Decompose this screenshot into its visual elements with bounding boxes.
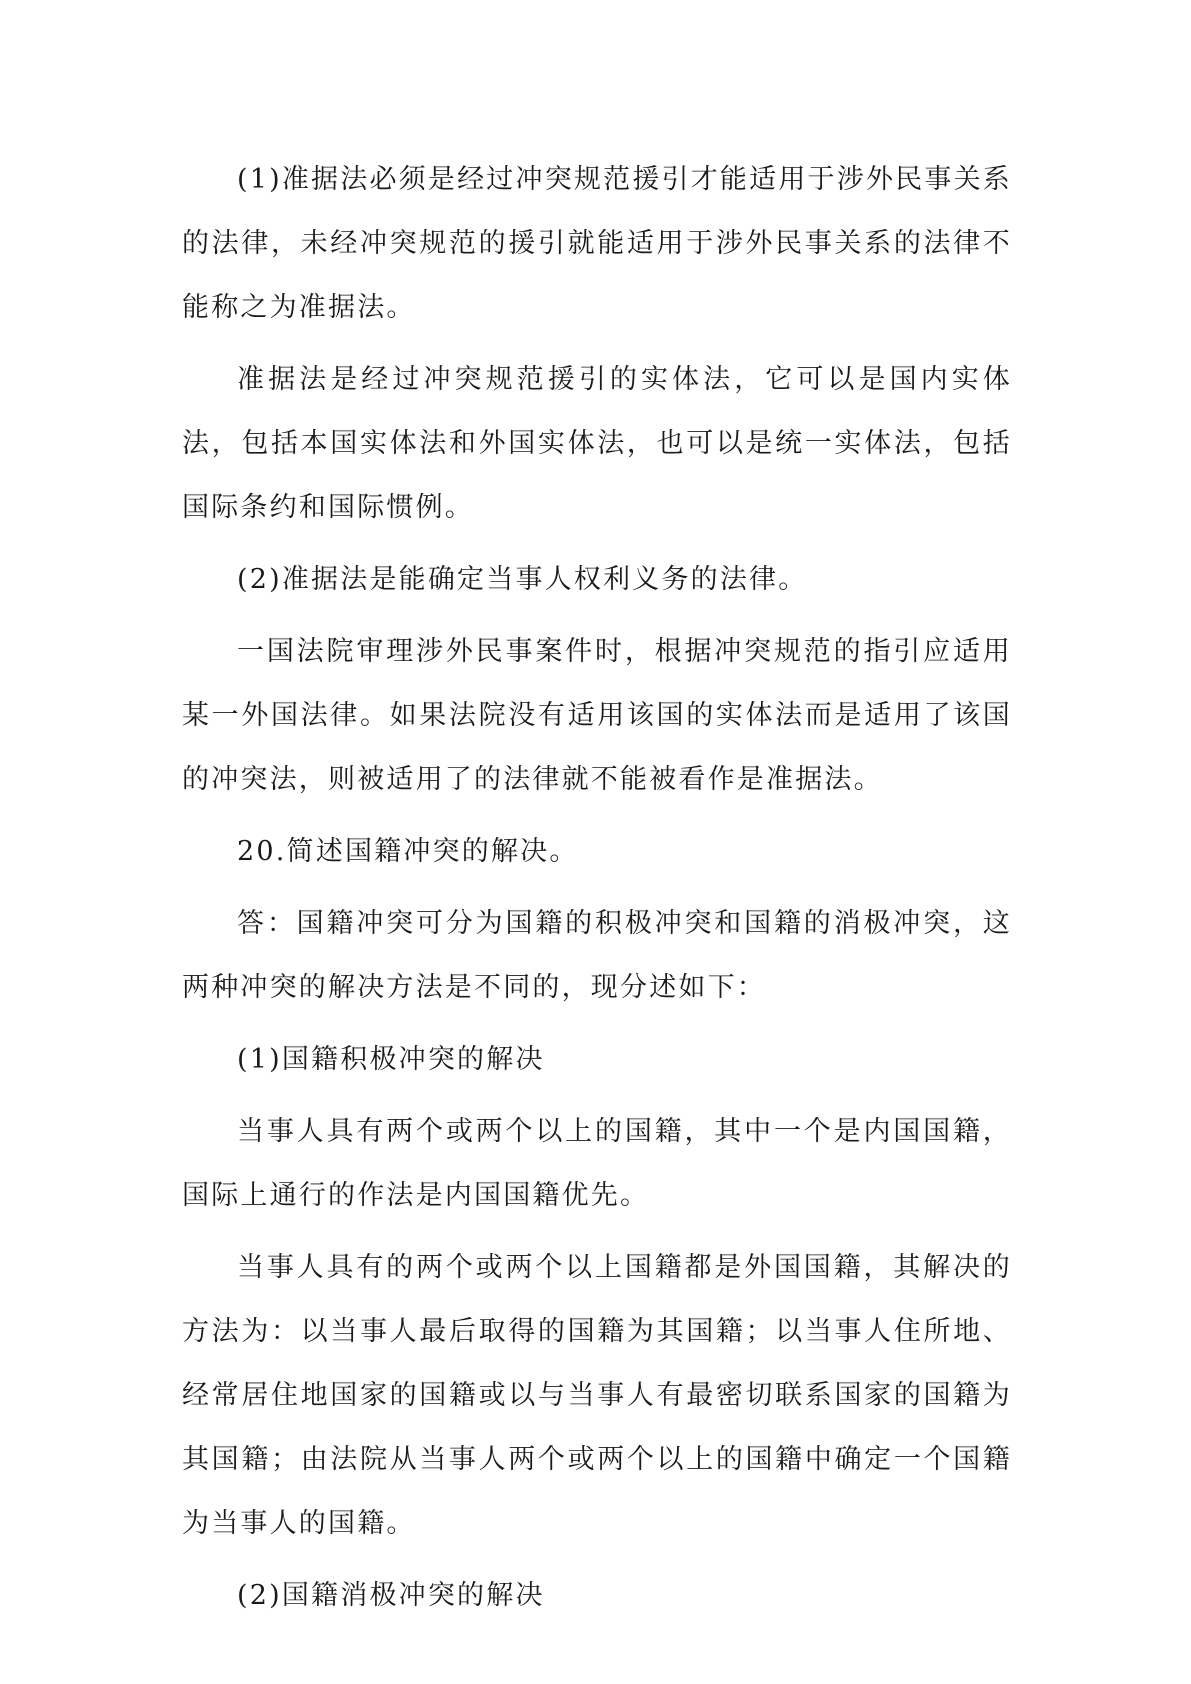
question-heading: 20.简述国籍冲突的解决。: [237, 836, 579, 867]
document-body: [182, 148, 1012, 1636]
subheading-negative-conflict: (2)国籍消极冲突的解决: [237, 1580, 545, 1611]
subheading-positive-conflict: (1)国籍积极冲突的解决: [237, 1044, 545, 1075]
paragraph-criteria-2: (2)准据法是能确定当事人权利义务的法律。: [237, 564, 808, 595]
answer-intro: 答：国籍冲突可分为国籍的积极冲突和国籍的消极冲突，这两种冲突的解决方法是不同的，现分述如下：: [182, 908, 1012, 1003]
paragraph-court-example: 一国法院审理涉外民事案件时，根据冲突规范的指引应适用某一外国法律。如果法院没有适用该国的实体法而是适用了该国的冲突法，则被适用了的法律就不能被看作是准据法。: [182, 636, 1012, 795]
paragraph-substantive-law: 准据法是经过冲突规范援引的实体法，它可以是国内实体法，包括本国实体法和外国实体法，也可以是统一实体法，包括国际条约和国际惯例。: [182, 364, 1012, 523]
paragraph-foreign-nationalities: 当事人具有的两个或两个以上国籍都是外国国籍，其解决的方法为：以当事人最后取得的国籍为其国籍；以当事人住所地、经常居住地国家的国籍或以与当事人有最密切联系国家的国籍为其国籍；由法院从当事人两个或两个以上的国籍中确定一个国籍为当事人的国籍。: [182, 1252, 1012, 1539]
paragraph-criteria-1: (1)准据法必须是经过冲突规范援引才能适用于涉外民事关系的法律，未经冲突规范的援引就能适用于涉外民事关系的法律不能称之为准据法。: [182, 164, 1012, 323]
paragraph-domestic-priority: 当事人具有两个或两个以上的国籍，其中一个是内国国籍，国际上通行的作法是内国国籍优先。: [182, 1116, 1012, 1211]
